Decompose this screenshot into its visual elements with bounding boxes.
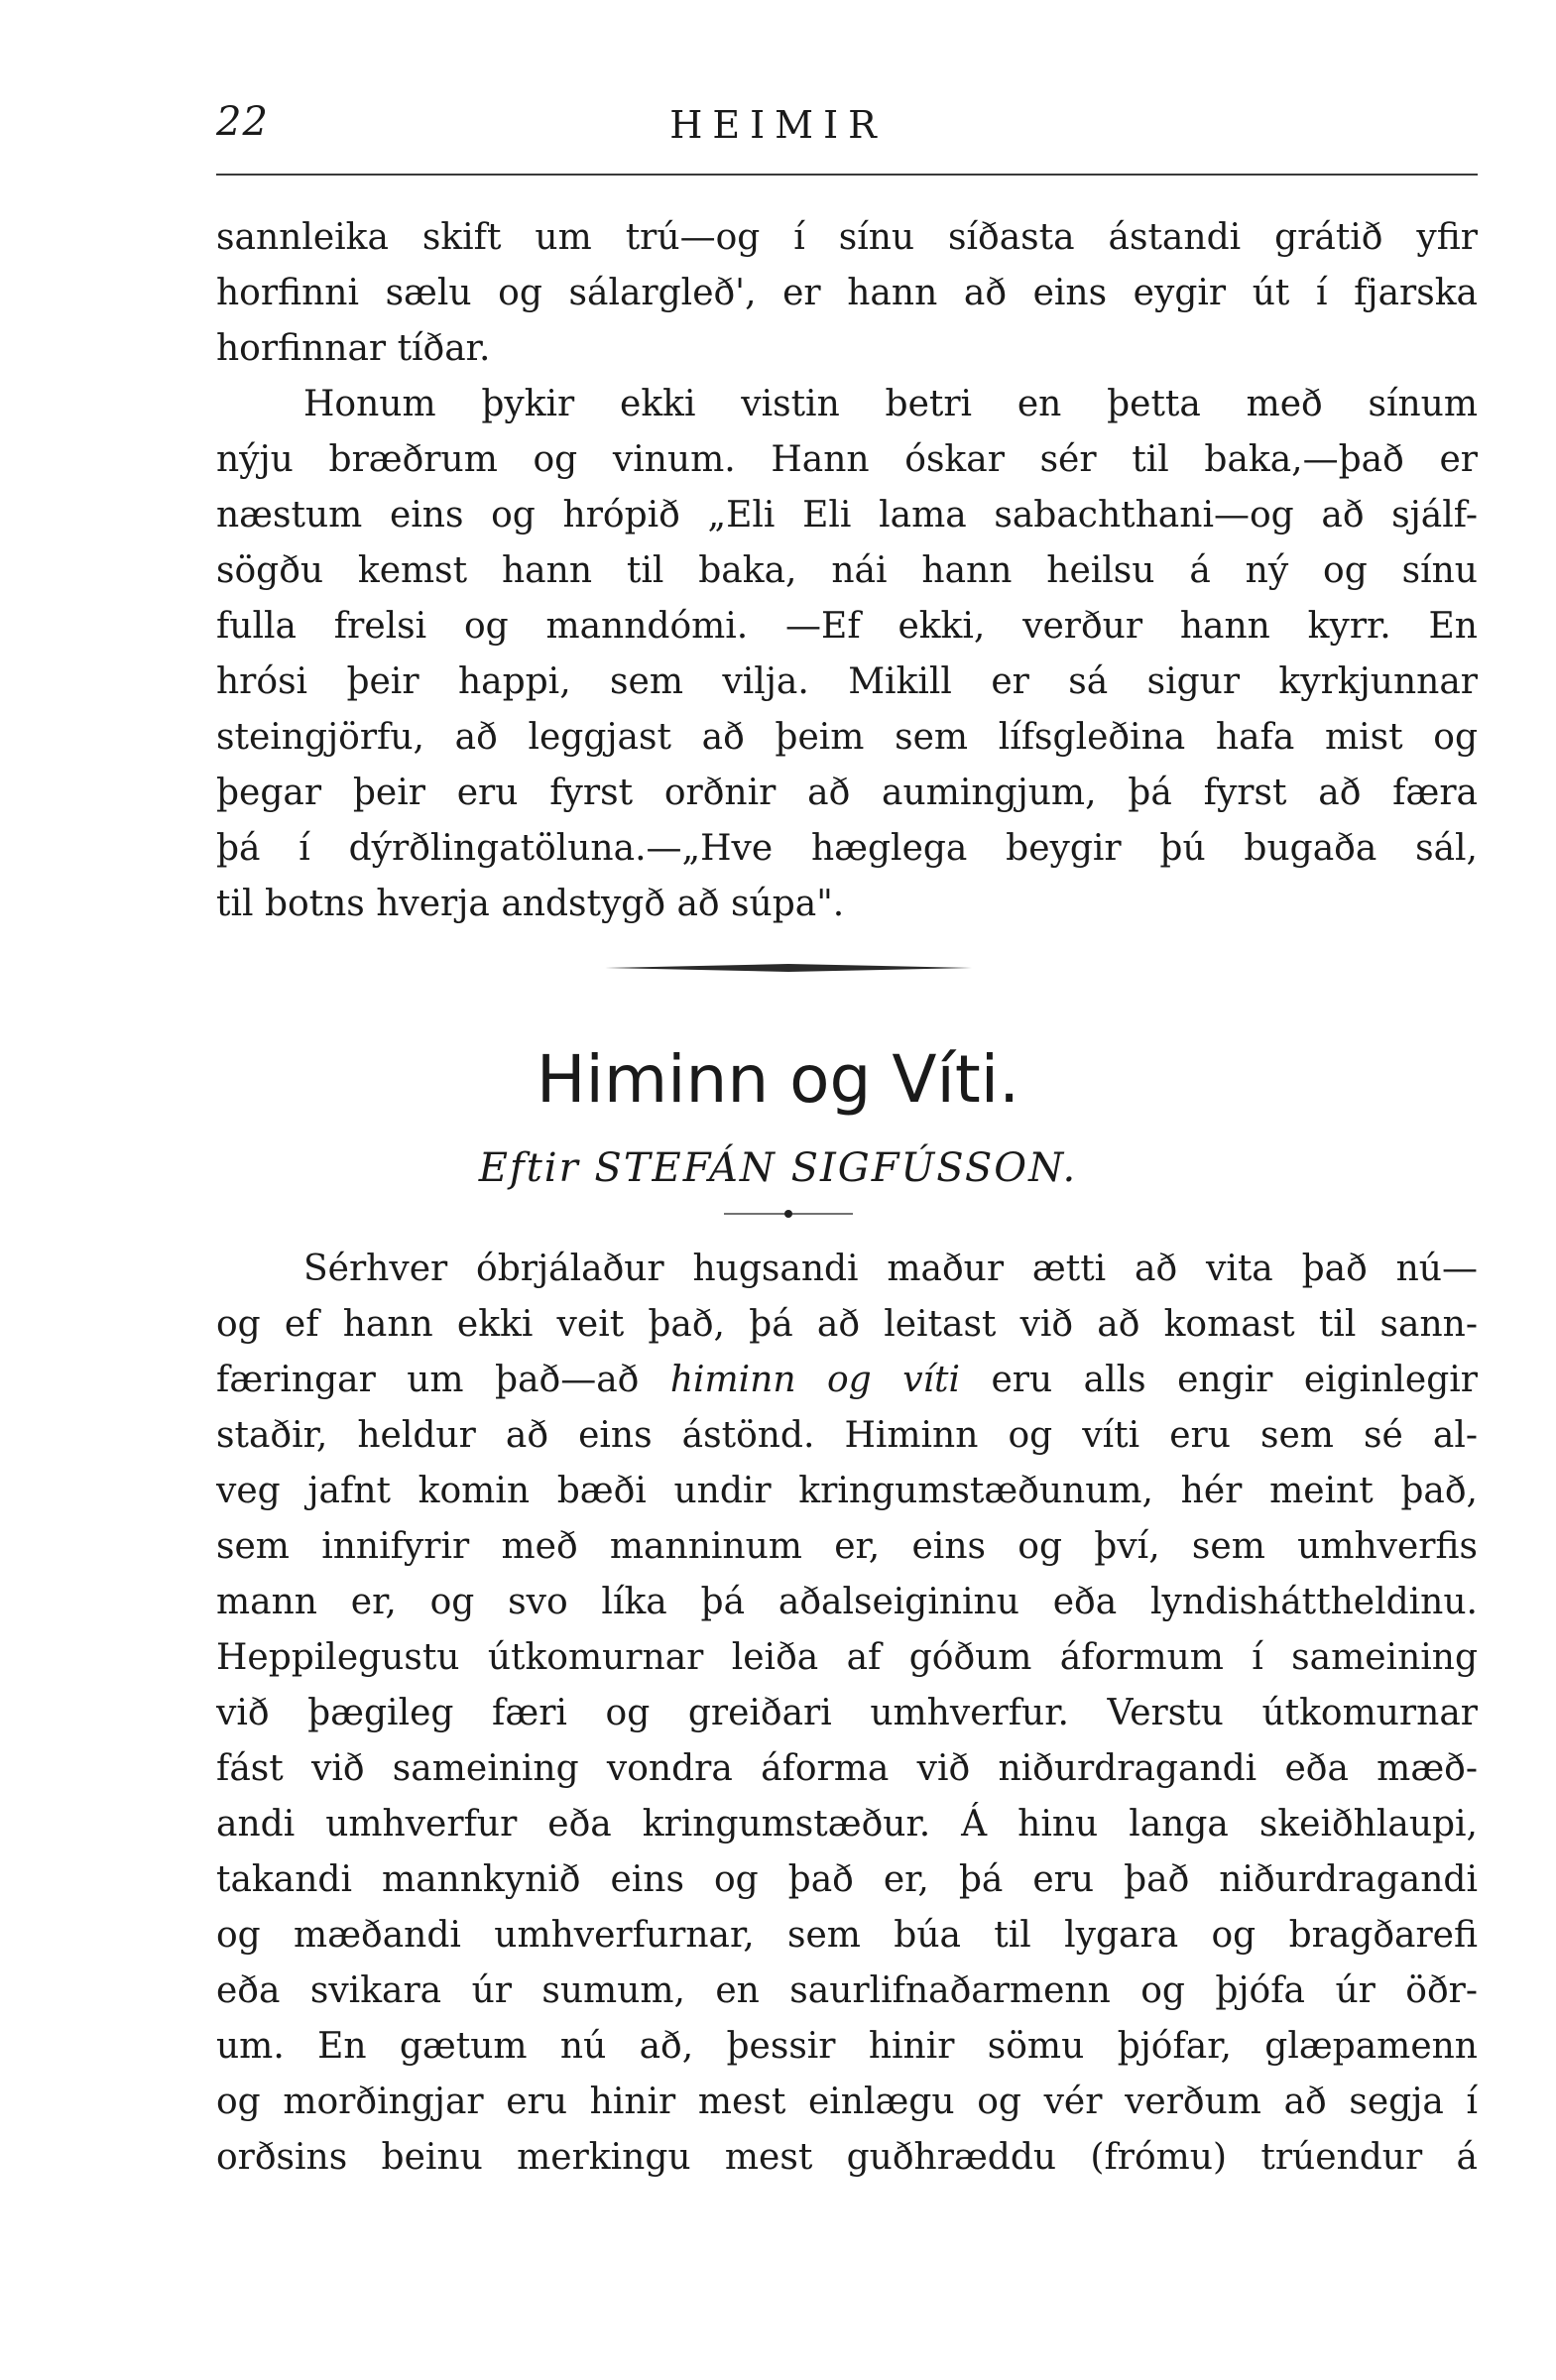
text-line: Heppilegustu útkomurnar leiða af góðum áformum í sameining	[216, 1637, 1478, 1678]
text-line: við þægileg færi og greiðari umhverfur. Verstu útkomurnar	[216, 1693, 1478, 1733]
text-line: þegar þeir eru fyrst orðnir að aumingjum, þá fyrst að færa	[216, 773, 1478, 813]
header-rule	[216, 174, 1478, 176]
italic-phrase: himinn og víti	[669, 1360, 961, 1400]
text-line: horfinnar tíðar.	[216, 328, 491, 369]
text-line: hrósi þeir happi, sem vilja. Mikill er sá sigur kyrkjunnar	[216, 661, 1478, 702]
text-line	[216, 1353, 1478, 1408]
ornament-divider	[724, 1208, 853, 1220]
text-line: horfinni sælu og sálargleð', er hann að eins eygir út í fjarska	[216, 273, 1478, 313]
text-line: Sérhver óbrjálaður hugsandi maður ætti að vita það nú—	[303, 1249, 1478, 1289]
text-line: andi umhverfur eða kringumstæður. Á hinu langa skeiðhlaupi,	[216, 1804, 1478, 1844]
text-line: sannleika skift um trú—og í sínu síðasta ástandi grátið yfir	[216, 217, 1478, 258]
running-title: HEIMIR	[669, 103, 887, 147]
text-line: Honum þykir ekki vistin betri en þetta með sínum	[303, 384, 1478, 424]
text-line: og mæðandi umhverfurnar, sem búa til lygara og bragðarefi	[216, 1915, 1478, 1956]
text-line: fást við sameining vondra áforma við niðurdragandi eða mæð-	[216, 1748, 1478, 1789]
text-line: og morðingjar eru hinir mest einlægu og vér verðum að segja í	[216, 2082, 1478, 2122]
text-line: orðsins beinu merkingu mest guðhræddu (frómu) trúendur á	[216, 2137, 1478, 2178]
text-line: steingjörfu, að leggjast að þeim sem lífsgleðina hafa mist og	[216, 717, 1478, 758]
text-line: næstum eins og hrópið „Eli Eli lama sabachthani—og að sjálf-	[216, 495, 1478, 536]
text-line: þá í dýrðlingatöluna.—„Hve hæglega beygir þú bugaða sál,	[216, 828, 1478, 869]
text-line: til botns hverja andstygð að súpa".	[216, 884, 845, 924]
page-number: 22	[216, 99, 269, 145]
text-line: takandi mannkynið eins og það er, þá eru það niðurdragandi	[216, 1859, 1478, 1900]
text-line: og ef hann ekki veit það, þá að leitast við að komast til sann-	[216, 1304, 1478, 1345]
text-block-continuation	[216, 210, 1478, 932]
article-title: Himinn og Víti.	[536, 1041, 1020, 1118]
text-run: eru alls engir eiginlegir	[991, 1360, 1478, 1400]
text-line: eða svikara úr sumum, en saurlifnaðarmenn og þjófa úr öðr-	[216, 1970, 1478, 2011]
section-separator	[605, 964, 972, 972]
text-line: sögðu kemst hann til baka, nái hann heilsu á ný og sínu	[216, 550, 1478, 591]
text-line: veg jafnt komin bæði undir kringumstæðunum, hér meint það,	[216, 1471, 1478, 1511]
text-line: staðir, heldur að eins ástönd. Himinn og víti eru sem sé al-	[216, 1415, 1478, 1456]
article-byline: Eftir STEFÁN SIGFÚSSON.	[478, 1145, 1078, 1191]
text-line: um. En gætum nú að, þessir hinir sömu þjófar, glæpamenn	[216, 2026, 1478, 2067]
article-body	[216, 1242, 1478, 2186]
text-line: nýju bræðrum og vinum. Hann óskar sér til baka,—það er	[216, 439, 1478, 480]
text-run: færingar um það—að	[216, 1360, 640, 1400]
text-line: sem innifyrir með manninum er, eins og því, sem umhverfis	[216, 1526, 1478, 1567]
text-line: fulla frelsi og manndómi. —Ef ekki, verður hann kyrr. En	[216, 606, 1478, 647]
text-line: mann er, og svo líka þá aðalseigininu eða lyndisháttheldinu.	[216, 1582, 1478, 1622]
